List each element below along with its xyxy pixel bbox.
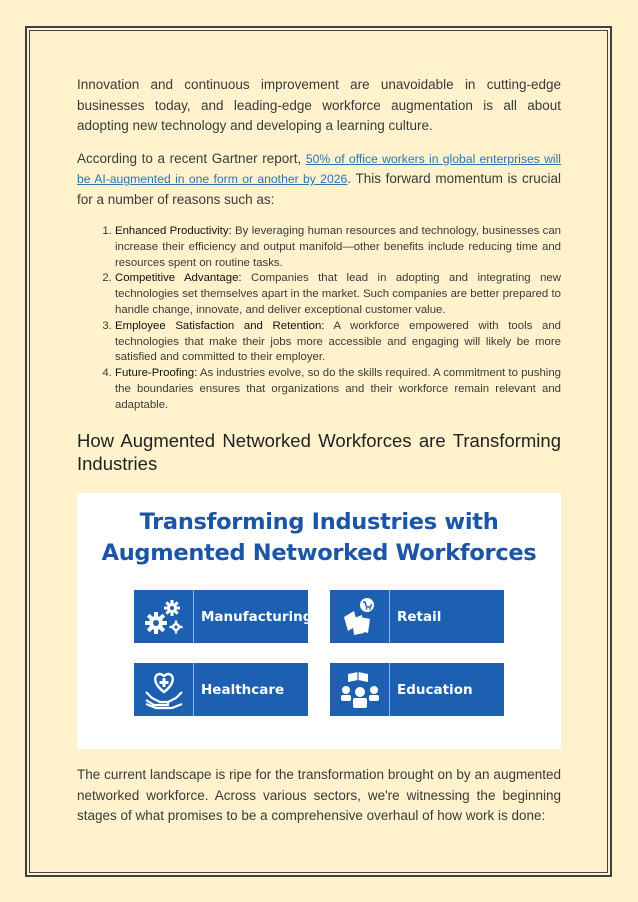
heart-hand-icon [134, 663, 194, 716]
list-item [115, 319, 561, 366]
shopping-icon [330, 590, 390, 643]
intro-paragraph: Innovation and continuous improvement are unavoidable in cutting-edge businesses today, and leading-edge workforce augmentation is all about adopting new technology and developing a learning culture. [77, 77, 561, 133]
reasons-list [77, 224, 561, 414]
reason-term: Enhanced Productivity: [115, 225, 232, 237]
closing-paragraph: The current landscape is ripe for the transformation brought on by an augmented networked workforce. Across various sectors, we're witnessing the beginning stages of what promises to be a comprehensive overhaul of how work is done: [77, 767, 561, 823]
reason-text: As industries evolve, so do the skills required. A commitment to pushing the boundaries ensures that organizations and their workforce remain relevant and adaptable. [115, 367, 561, 411]
card-label: Education [397, 681, 473, 698]
list-item [115, 224, 561, 271]
card-label: Retail [397, 608, 442, 625]
list-item [115, 366, 561, 413]
card-education [330, 663, 504, 716]
card-retail [330, 590, 504, 643]
card-healthcare [134, 663, 308, 716]
infographic-title [77, 507, 561, 569]
gartner-text-before: According to a recent Gartner report, [77, 150, 306, 166]
gartner-paragraph [77, 149, 561, 211]
infographic [77, 493, 561, 749]
gartner-report-link[interactable]: 50% of office workers in global enterprises will be AI-augmented in one form or another by 2026 [77, 151, 562, 186]
document-body [77, 75, 561, 475]
reason-term: Competitive Advantage: [115, 272, 242, 285]
closing-section [77, 765, 561, 827]
reason-term: Employee Satisfaction and Retention: [115, 319, 325, 332]
card-manufacturing [134, 590, 313, 643]
education-icon [330, 663, 390, 716]
list-item [115, 271, 561, 318]
gartner-text-after: . This forward momentum is crucial for a number of reasons such as: [77, 171, 561, 207]
section-heading: How Augmented Networked Workforces are Transforming Industries [77, 429, 561, 474]
infographic-title-line2: Augmented Networked Workforces [101, 540, 537, 566]
reason-text: Companies that lead in adopting and integrating new technologies set themselves apart in the market. Such companies are better prepared to handle change, innovate, and deliver exceptional customer value. [115, 272, 561, 316]
infographic-title-line1: Transforming Industries with [139, 509, 499, 535]
reason-term: Future-Proofing: [115, 367, 198, 380]
gears-icon [134, 590, 194, 643]
card-label: Healthcare [201, 681, 285, 698]
card-label: Manufacturing [201, 608, 313, 625]
reason-text: A workforce empowered with tools and technologies that make their jobs more accessible and engaging will likely be more satisfied and committed to their employer. [115, 319, 561, 364]
reason-text: By leveraging human resources and technology, businesses can increase their efficiency and output manifold—other benefits include reducing time and resources spent on routine tasks. [115, 225, 561, 269]
